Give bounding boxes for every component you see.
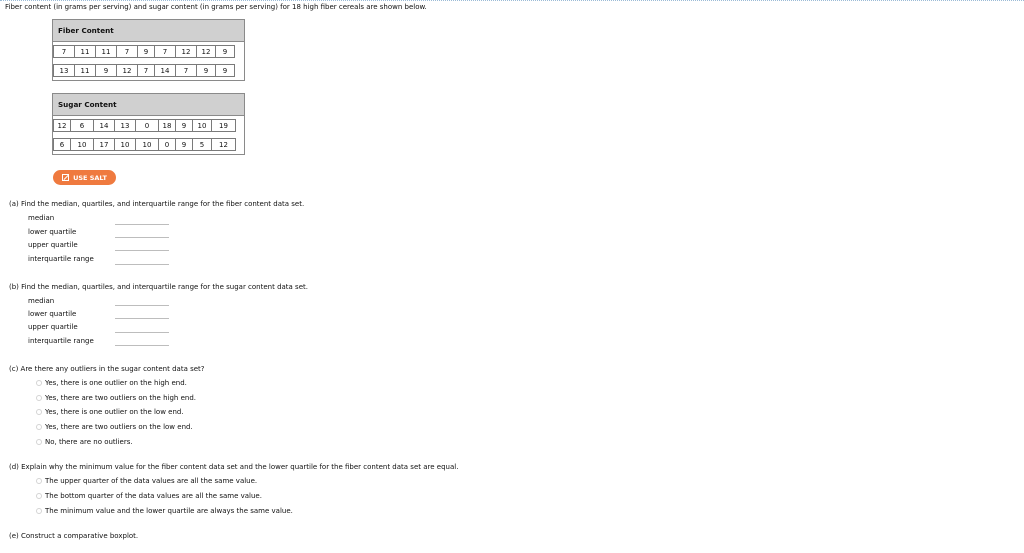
table-cell: 12 — [175, 45, 197, 58]
part-d-option[interactable] — [36, 477, 257, 485]
salt-calculator-icon — [62, 174, 69, 181]
radio-button[interactable] — [36, 395, 42, 401]
part-a-iqr-label: interquartile range — [28, 255, 94, 263]
table-cell: 9 — [175, 138, 193, 151]
table-cell: 18 — [158, 119, 176, 132]
sugar-table — [52, 93, 245, 155]
part-b-upper-quartile-label: upper quartile — [28, 323, 78, 331]
table-cell: 5 — [192, 138, 212, 151]
table-cell: 7 — [116, 45, 138, 58]
option-label: Yes, there are two outliers on the high end. — [45, 394, 196, 402]
table-cell: 0 — [158, 138, 176, 151]
table-cell: 12 — [116, 64, 138, 77]
table-row — [53, 138, 244, 151]
table-cell: 9 — [215, 45, 235, 58]
fiber-table-title: Fiber Content — [53, 20, 244, 42]
part-b-median-label: median — [28, 297, 55, 305]
top-divider — [0, 0, 1024, 1]
part-a-median-input[interactable] — [115, 224, 169, 225]
part-c-option[interactable] — [36, 394, 196, 402]
table-cell: 10 — [114, 138, 136, 151]
table-row — [53, 45, 244, 58]
table-cell: 9 — [215, 64, 235, 77]
option-label: Yes, there are two outliers on the low end. — [45, 423, 193, 431]
radio-button[interactable] — [36, 508, 42, 514]
table-cell: 12 — [211, 138, 236, 151]
part-b-iqr-label: interquartile range — [28, 337, 94, 345]
part-c-question: (c) Are there any outliers in the sugar content data set? — [9, 365, 205, 373]
part-a-upper-quartile-input[interactable] — [115, 250, 169, 251]
part-a-lower-quartile-input[interactable] — [115, 237, 169, 238]
sugar-table-title: Sugar Content — [53, 94, 244, 116]
table-cell: 14 — [93, 119, 115, 132]
part-b-lower-quartile-label: lower quartile — [28, 310, 77, 318]
part-b-median-input[interactable] — [115, 305, 169, 306]
option-label: Yes, there is one outlier on the high end. — [45, 379, 187, 387]
option-label: No, there are no outliers. — [45, 438, 133, 446]
table-cell: 11 — [74, 45, 96, 58]
table-cell: 7 — [137, 64, 155, 77]
part-c-option[interactable] — [36, 423, 193, 431]
option-label: The bottom quarter of the data values are all the same value. — [45, 492, 262, 500]
part-c-option[interactable] — [36, 408, 184, 416]
radio-button[interactable] — [36, 478, 42, 484]
table-cell: 14 — [154, 64, 176, 77]
table-cell: 0 — [135, 119, 159, 132]
table-cell: 13 — [114, 119, 136, 132]
table-cell: 13 — [53, 64, 75, 77]
part-a-upper-quartile-label: upper quartile — [28, 241, 78, 249]
table-cell: 6 — [70, 119, 94, 132]
option-label: Yes, there is one outlier on the low end. — [45, 408, 184, 416]
table-cell: 10 — [192, 119, 212, 132]
table-cell: 6 — [53, 138, 71, 151]
radio-button[interactable] — [36, 439, 42, 445]
radio-button[interactable] — [36, 424, 42, 430]
table-cell: 7 — [175, 64, 197, 77]
table-cell: 12 — [53, 119, 71, 132]
part-b-upper-quartile-input[interactable] — [115, 332, 169, 333]
table-cell: 12 — [196, 45, 216, 58]
part-c-option[interactable] — [36, 438, 133, 446]
table-cell: 10 — [70, 138, 94, 151]
part-b-lower-quartile-input[interactable] — [115, 318, 169, 319]
part-d-question: (d) Explain why the minimum value for the fiber content data set and the lower quartile for the fiber content data set are equal. — [9, 463, 459, 471]
use-salt-button[interactable] — [53, 170, 116, 185]
table-cell: 17 — [93, 138, 115, 151]
table-cell: 9 — [137, 45, 155, 58]
fiber-table — [52, 19, 245, 81]
option-label: The minimum value and the lower quartile are always the same value. — [45, 507, 293, 515]
part-c-option[interactable] — [36, 379, 187, 387]
use-salt-label: USE SALT — [73, 173, 107, 182]
part-b-question: (b) Find the median, quartiles, and interquartile range for the sugar content data set. — [9, 283, 308, 291]
part-a-question: (a) Find the median, quartiles, and interquartile range for the fiber content data set. — [9, 200, 305, 208]
table-row — [53, 119, 244, 132]
option-label: The upper quarter of the data values are all the same value. — [45, 477, 258, 485]
part-e-question: (e) Construct a comparative boxplot. — [9, 532, 139, 540]
radio-button[interactable] — [36, 380, 42, 386]
radio-button[interactable] — [36, 409, 42, 415]
radio-button[interactable] — [36, 493, 42, 499]
part-d-option[interactable] — [36, 492, 262, 500]
part-b-iqr-input[interactable] — [115, 345, 169, 346]
part-a-iqr-input[interactable] — [115, 264, 169, 265]
table-cell: 9 — [196, 64, 216, 77]
table-cell: 9 — [95, 64, 117, 77]
table-row — [53, 64, 244, 77]
table-cell: 7 — [154, 45, 176, 58]
part-a-median-label: median — [28, 214, 55, 222]
table-cell: 11 — [95, 45, 117, 58]
table-cell: 19 — [211, 119, 236, 132]
table-cell: 9 — [175, 119, 193, 132]
part-d-option[interactable] — [36, 507, 293, 515]
part-a-lower-quartile-label: lower quartile — [28, 228, 77, 236]
table-cell: 10 — [135, 138, 159, 151]
table-cell: 11 — [74, 64, 96, 77]
table-cell: 7 — [53, 45, 75, 58]
intro-text: Fiber content (in grams per serving) and sugar content (in grams per serving) for 18 high fiber cereals are shown below. — [5, 3, 427, 11]
